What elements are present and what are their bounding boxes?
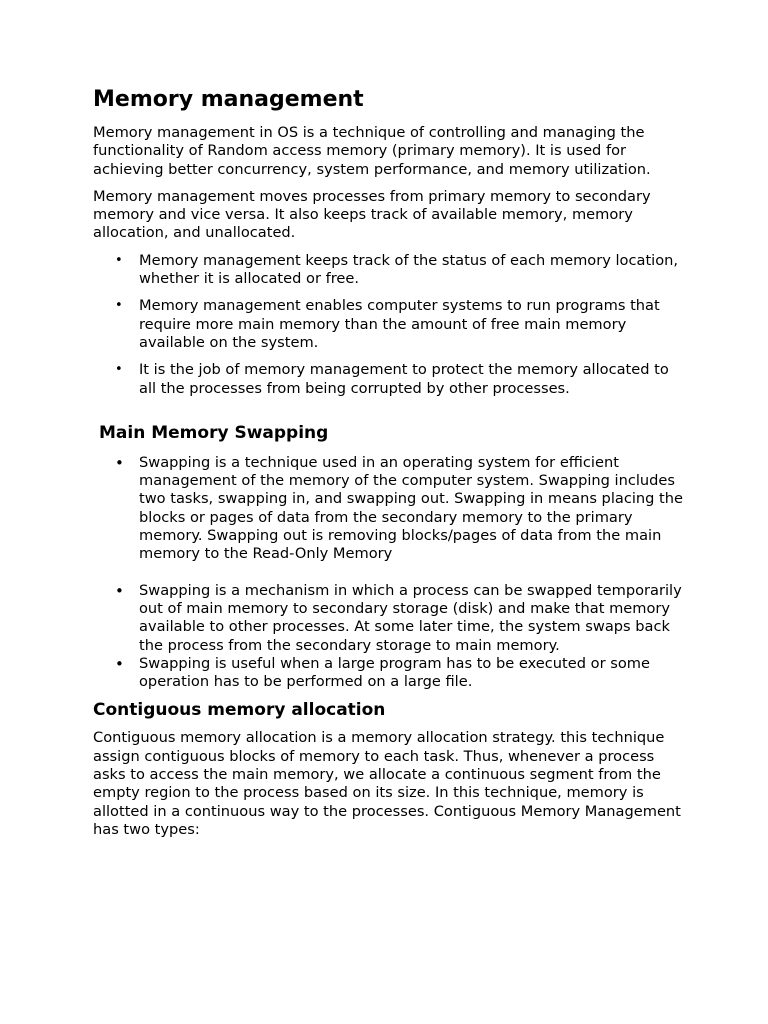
list-item-text: Memory management enables computer systems to run programs that require more main memory than the amount of free main memory available on the system.: [139, 297, 660, 351]
bullet-icon: •: [115, 654, 124, 673]
intro-paragraph-2: Memory management moves processes from primary memory to secondary memory and vice versa. It also keeps track of available memory, memory allocation, and unallocated.: [93, 187, 651, 242]
page-title: Memory management: [93, 87, 364, 112]
list-item-text: Memory management keeps track of the status of each memory location, whether it is allocated or free.: [139, 251, 679, 288]
swapping-heading: Main Memory Swapping: [99, 422, 329, 443]
bullet-icon: •: [115, 298, 123, 314]
contiguous-heading: Contiguous memory allocation: [93, 700, 386, 721]
list-item-text: Swapping is useful when a large program has to be executed or some operation has to be performed on a large file.: [139, 654, 650, 691]
list-item: [93, 361, 683, 398]
intro-paragraph-1: Memory management in OS is a technique of controlling and managing the functionality of Random access memory (primary memory). It is used for achieving better concurrency, system performance, and memory utilization.: [93, 124, 651, 178]
swapping-bullet-list: [93, 454, 683, 692]
bullet-icon: •: [115, 362, 123, 378]
list-item: [93, 297, 683, 352]
document-page: [93, 86, 683, 848]
intro-bullet-list: [93, 252, 683, 398]
bullet-icon: •: [115, 581, 124, 600]
list-item-text: Swapping is a technique used in an operating system for efficient management of the memory of the computer system. Swapping includes two tasks, swapping in, and swapping out. Swapping in means placing the blocks or pages of data from the secondary memory to the primary memory. Swapping out is removing blocks/pages of data from the main memory to the Read-Only Memory: [139, 453, 684, 563]
bullet-icon: •: [115, 252, 123, 268]
contiguous-paragraph: Contiguous memory allocation is a memory allocation strategy. this technique assign contiguous blocks of memory to each task. Thus, whenever a process asks to access the main memory, we allocate a continuous segment from the empty region to the process based on its size. In this technique, memory is allotted in a continuous way to the processes. Contiguous Memory Management has two types:: [93, 729, 681, 838]
list-item: [93, 252, 683, 289]
list-item: [93, 582, 683, 655]
list-item: [93, 454, 683, 564]
list-item-text: It is the job of memory management to protect the memory allocated to all the processes from being corrupted by other processes.: [139, 361, 669, 397]
list-item: [93, 655, 683, 692]
bullet-icon: •: [115, 453, 124, 472]
list-item-text: Swapping is a mechanism in which a process can be swapped temporarily out of main memory to secondary storage (disk) and make that memory available to other processes. At some later time, the system swaps back the process from the secondary storage to main memory.: [139, 581, 682, 654]
